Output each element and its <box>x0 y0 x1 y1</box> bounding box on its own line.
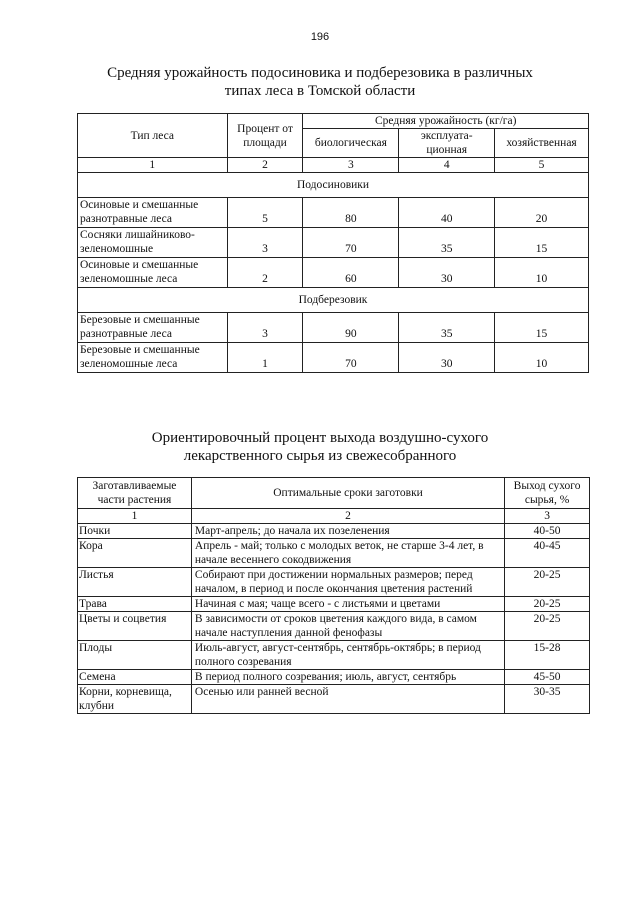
output-cell: 30-35 <box>505 685 590 714</box>
table-row <box>78 597 590 612</box>
forest-type-line: разнотравные леса <box>80 328 172 340</box>
table-row <box>78 258 589 288</box>
table2-title <box>0 429 640 465</box>
percent-cell: 2 <box>227 258 303 288</box>
operational-cell: 30 <box>399 258 495 288</box>
forest-type-line: разнотравные леса <box>80 213 172 225</box>
biological-cell: 90 <box>303 313 399 343</box>
column-number: 3 <box>303 158 399 173</box>
operational-cell: 35 <box>399 228 495 258</box>
table-row <box>78 524 590 539</box>
section-title: Подосиновики <box>78 173 589 198</box>
biological-cell: 70 <box>303 343 399 373</box>
header-parts-line: Заготавливаемые <box>92 480 177 492</box>
operational-cell: 40 <box>399 198 495 228</box>
column-number: 5 <box>495 158 589 173</box>
percent-cell: 3 <box>227 228 303 258</box>
header-period: Оптимальные сроки заготовки <box>191 478 504 509</box>
header-economic: хозяйственная <box>495 129 589 158</box>
table-row <box>78 568 590 597</box>
column-number: 1 <box>78 509 192 524</box>
part-cell: Кора <box>78 539 192 568</box>
output-cell: 20-25 <box>505 612 590 641</box>
period-cell: Начиная с мая; чаще всего - с листьями и цветами <box>191 597 504 612</box>
section-row <box>78 288 589 313</box>
operational-cell: 30 <box>399 343 495 373</box>
column-number: 2 <box>191 509 504 524</box>
table-row <box>78 539 590 568</box>
table-row <box>78 612 590 641</box>
table-row <box>78 313 589 343</box>
forest-type-line: Сосняки лишайниково- <box>80 229 195 241</box>
forest-type-cell <box>78 343 228 373</box>
forest-type-line: зеленомошные леса <box>80 273 178 285</box>
header-parts <box>78 478 192 509</box>
period-cell: В зависимости от сроков цветения каждого вида, в самом начале наступления данной фенофазы <box>191 612 504 641</box>
forest-type-line: Березовые и смешанные <box>80 344 200 356</box>
dry-output-table <box>77 477 590 714</box>
biological-cell: 80 <box>303 198 399 228</box>
table-row <box>78 641 590 670</box>
part-cell: Семена <box>78 670 192 685</box>
output-cell: 20-25 <box>505 568 590 597</box>
header-percent-line: площади <box>243 136 287 149</box>
column-number: 1 <box>78 158 228 173</box>
header-biological: биологическая <box>303 129 399 158</box>
table-row <box>78 228 589 258</box>
table1-title <box>0 64 640 100</box>
biological-cell: 60 <box>303 258 399 288</box>
table-row <box>78 670 590 685</box>
forest-type-line: Осиновые и смешанные <box>80 199 199 211</box>
section-title: Подберезовик <box>78 288 589 313</box>
header-operational <box>399 129 495 158</box>
period-cell: В период полного созревания; июль, август, сентябрь <box>191 670 504 685</box>
output-cell: 20-25 <box>505 597 590 612</box>
header-operational-line: ционная <box>426 144 468 156</box>
table1-title-line: типах леса в Томской области <box>224 83 416 99</box>
table2-title-line: Ориентировочный процент выхода воздушно-сухого <box>151 430 489 446</box>
header-forest-type: Тип леса <box>78 114 228 158</box>
percent-cell: 3 <box>227 313 303 343</box>
table2-title-line: лекарственного сырья из свежесобранного <box>183 448 457 464</box>
period-cell: Апрель - май; только с молодых веток, не старше 3-4 лет, в начале весеннего сокодвижения <box>191 539 504 568</box>
part-cell: Цветы и соцветия <box>78 612 192 641</box>
forest-type-cell <box>78 228 228 258</box>
output-cell: 15-28 <box>505 641 590 670</box>
output-cell: 40-50 <box>505 524 590 539</box>
percent-cell: 5 <box>227 198 303 228</box>
header-output-line: сырья, % <box>524 494 570 506</box>
output-cell: 45-50 <box>505 670 590 685</box>
part-cell: Корни, корневища, клубни <box>78 685 192 714</box>
period-cell: Март-апрель; до начала их позеленения <box>191 524 504 539</box>
period-cell: Осенью или ранней весной <box>191 685 504 714</box>
forest-type-line: Березовые и смешанные <box>80 314 200 326</box>
economic-cell: 15 <box>495 313 589 343</box>
header-output-line: Выход сухого <box>513 480 581 492</box>
period-cell: Июль-август, август-сентябрь, сентябрь-октябрь; в период полного созревания <box>191 641 504 670</box>
column-number: 3 <box>505 509 590 524</box>
header-yield-group: Средняя урожайность (кг/га) <box>303 114 589 129</box>
section-row <box>78 173 589 198</box>
column-number: 4 <box>399 158 495 173</box>
forest-type-line: зеленомошные леса <box>80 358 178 370</box>
economic-cell: 10 <box>495 343 589 373</box>
header-percent <box>227 114 303 158</box>
page-number: 196 <box>310 31 330 43</box>
economic-cell: 15 <box>495 228 589 258</box>
part-cell: Трава <box>78 597 192 612</box>
header-percent-line: Процент от <box>237 122 293 135</box>
forest-type-line: Осиновые и смешанные <box>80 259 199 271</box>
header-output <box>505 478 590 509</box>
forest-type-line: зеленомошные <box>80 243 154 255</box>
header-parts-line: части растения <box>97 494 172 506</box>
table-row <box>78 343 589 373</box>
column-number: 2 <box>227 158 303 173</box>
yield-table <box>77 113 589 373</box>
part-cell: Листья <box>78 568 192 597</box>
part-cell: Почки <box>78 524 192 539</box>
table-row <box>78 685 590 714</box>
column-number-row <box>78 158 589 173</box>
column-number-row <box>78 509 590 524</box>
forest-type-cell <box>78 313 228 343</box>
table-row <box>78 198 589 228</box>
header-operational-line: эксплуата- <box>420 130 473 142</box>
forest-type-cell <box>78 258 228 288</box>
biological-cell: 70 <box>303 228 399 258</box>
economic-cell: 10 <box>495 258 589 288</box>
percent-cell: 1 <box>227 343 303 373</box>
forest-type-cell <box>78 198 228 228</box>
part-cell: Плоды <box>78 641 192 670</box>
economic-cell: 20 <box>495 198 589 228</box>
operational-cell: 35 <box>399 313 495 343</box>
table1-title-line: Средняя урожайность подосиновика и подберезовика в различных <box>107 65 533 81</box>
output-cell: 40-45 <box>505 539 590 568</box>
period-cell: Собирают при достижении нормальных размеров; перед началом, в период и после окончания цветения растений <box>191 568 504 597</box>
